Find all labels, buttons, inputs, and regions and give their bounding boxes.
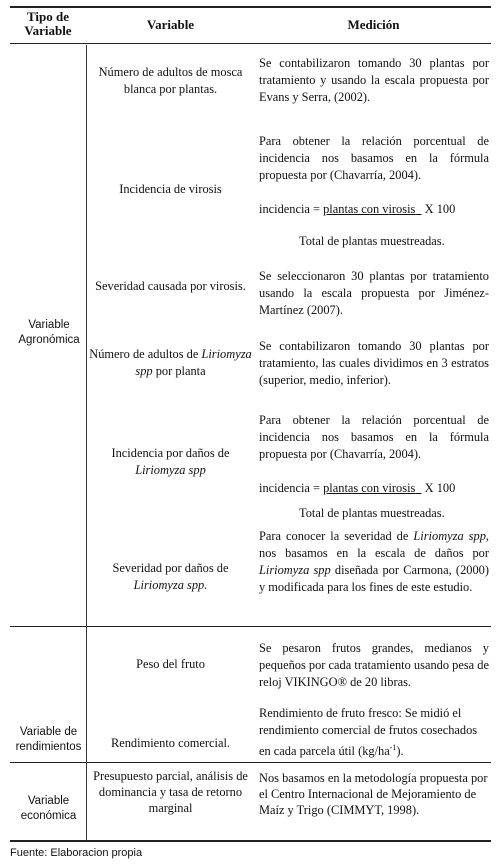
italic-liriomyza: Liriomyza spp: [135, 463, 206, 477]
header-tipo-de-variable: Tipo de Variable: [24, 9, 72, 38]
group-label-economica: Variable económica: [20, 795, 77, 822]
formula-denominator-virosis: Total de plantas muestreadas.: [299, 234, 445, 248]
variable-incidencia-virosis: Incidencia de virosis: [119, 182, 222, 196]
italic-liriomyza: Liriomyza spp: [413, 529, 486, 543]
variable-severidad-liriomyza: Severidad por daños de Liriomyza spp.: [112, 561, 229, 592]
table-top-rule: [10, 6, 491, 8]
agronomic-group-bottom-rule: [10, 626, 491, 627]
superscript-minus-one: -1: [389, 743, 397, 752]
variable-incidencia-liriomyza: Incidencia por daños de Liriomyza spp: [111, 446, 230, 477]
variable-presupuesto-parcial: Presupuesto parcial, análisis de dominancia y tasa de retorno marginal: [93, 769, 248, 815]
formula-multiplier: X 100: [424, 481, 456, 495]
column-divider: [86, 45, 87, 840]
rendimiento-group-bottom-rule: [10, 762, 491, 763]
italic-liriomyza: Liriomyza spp: [135, 347, 252, 378]
formula-lhs: incidencia =: [259, 202, 320, 216]
medicion-incidencia-liriomyza: Para obtener la relación porcentual de incidencia nos basamos en la fórmula propuesta por (Chavarría, 2004).: [259, 413, 489, 461]
italic-liriomyza: Liriomyza spp: [259, 563, 331, 577]
variable-adultos-liriomyza: Número de adultos de Liriomyza spp por planta: [89, 347, 252, 378]
group-label-agronomica: Variable Agronómica: [18, 319, 80, 346]
medicion-adultos-liriomyza: Se contabilizaron tomando 30 plantas por tratamiento, las cuales dividimos en 3 estratos (superior, medio, inferior).: [259, 339, 489, 387]
variable-mosca-blanca: Número de adultos de mosca blanca por plantas.: [98, 65, 243, 96]
medicion-severidad-liriomyza: Para conocer la severidad de Liriomyza spp, nos basamos en la escala de daños por Liriomyza spp diseñada por Carmona, (2000) y modificada para los fines de este estudio.: [259, 529, 489, 594]
medicion-peso-fruto: Se pesaron frutos grandes, medianos y pequeños por cada tratamiento usando pesa de reloj VIKINGO® de 20 libras.: [259, 641, 489, 689]
formula-incidencia-liriomyza: [259, 480, 455, 497]
medicion-incidencia-virosis: Para obtener la relación porcentual de incidencia nos basamos en la fórmula propuesta por (Chavarría, 2004).: [259, 134, 489, 182]
formula-denominator-liriomyza: Total de plantas muestreadas.: [299, 506, 445, 520]
table-bottom-rule: [10, 840, 491, 842]
group-label-rendimientos: Variable de rendimientos: [15, 726, 82, 753]
medicion-presupuesto-parcial: Nos basamos en la metodología propuesta por el Centro Internacional de Mejoramiento de Maíz y Trigo (CIMMYT, 1998).: [259, 771, 488, 817]
formula-multiplier: X 100: [424, 202, 456, 216]
medicion-mosca-blanca: Se contabilizaron tomando 30 plantas por tratamiento y usando la escala propuesta por Evans y Serra, (2002).: [259, 56, 489, 104]
header-medicion: Medición: [347, 17, 400, 32]
variable-rendimiento-comercial: Rendimiento comercial.: [110, 736, 231, 750]
formula-incidencia-virosis: [259, 201, 455, 218]
formula-numerator: plantas con virosis: [323, 481, 416, 495]
variable-peso-fruto: Peso del fruto: [136, 657, 205, 671]
header-bottom-rule: [10, 43, 491, 44]
header-variable: Variable: [146, 17, 195, 32]
medicion-rendimiento-comercial: Rendimiento de fruto fresco: Se midió el rendimiento comercial de frutos cosechados en cada parcela útil $(kg/ha^{-1})$.: [259, 706, 478, 759]
source-note: Fuente: Elaboracion propia: [10, 847, 143, 859]
medicion-severidad-virosis: Se seleccionaron 30 plantas por tratamiento usando la escala propuesta por Jiménez-Martínez (2007).: [259, 269, 489, 317]
formula-numerator: plantas con virosis: [323, 202, 416, 216]
italic-liriomyza: Liriomyza spp.: [133, 578, 208, 592]
formula-lhs: incidencia =: [259, 481, 320, 495]
variable-severidad-virosis: Severidad causada por virosis.: [95, 279, 246, 293]
